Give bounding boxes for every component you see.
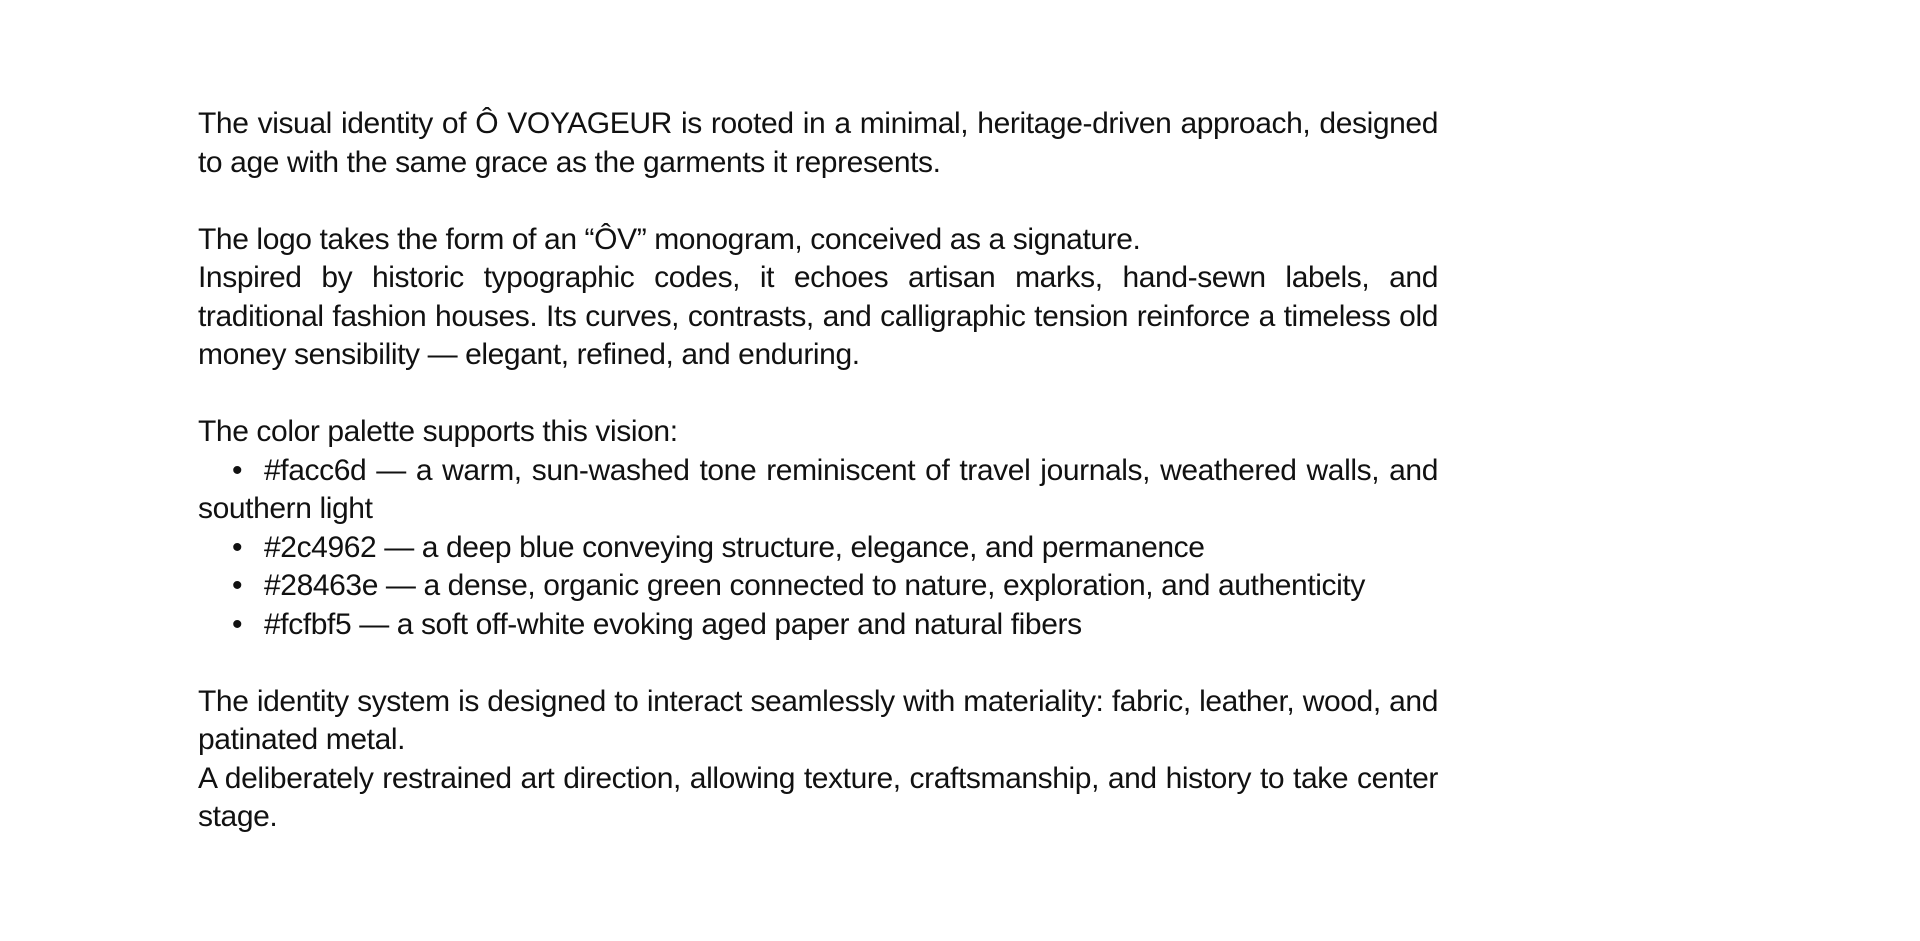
palette-heading: The color palette supports this vision: — [198, 415, 678, 448]
palette-item-text: #fcfbf5 — a soft off-white evoking aged paper and natural fibers — [264, 607, 1082, 641]
paragraph-gap — [198, 644, 1438, 683]
logo-description-paragraph: Inspired by historic typographic codes, it echoes artisan marks, hand-sewn labels, and traditional fashion houses. Its curves, contrasts, and calligraphic tension reinforce a timeless old money sensibility — elegant, refined, and enduring. — [198, 261, 1438, 371]
palette-item-facc6d — [198, 452, 1438, 529]
paragraph-gap — [198, 182, 1438, 221]
intro-paragraph: The visual identity of Ô VOYAGEUR is rooted in a minimal, heritage-driven approach, designed to age with the same grace as the garments it represents. — [198, 107, 1438, 179]
bullet-icon: • — [232, 530, 243, 564]
color-palette-list — [198, 452, 1438, 645]
palette-item-text: #2c4962 — a deep blue conveying structure, elegance, and permanence — [264, 530, 1205, 564]
palette-item-text: #facc6d — a warm, sun-washed tone reminiscent of travel journals, weathered walls, and southern light — [198, 453, 1438, 525]
palette-item-28463e — [198, 567, 1438, 606]
logo-intro-line: The logo takes the form of an “ÔV” monogram, conceived as a signature. — [198, 222, 1141, 256]
palette-item-2c4962 — [198, 529, 1438, 568]
art-direction-paragraph: A deliberately restrained art direction, allowing texture, craftsmanship, and history to take center stage. — [198, 761, 1438, 833]
palette-item-fcfbf5 — [198, 606, 1438, 645]
bullet-icon: • — [232, 607, 243, 641]
bullet-icon: • — [232, 453, 243, 487]
palette-item-text: #28463e — a dense, organic green connected to nature, exploration, and authenticity — [264, 569, 1365, 602]
materiality-paragraph: The identity system is designed to interact seamlessly with materiality: fabric, leather, wood, and patinated metal. — [198, 684, 1438, 756]
identity-text-block — [198, 105, 1438, 837]
bullet-icon: • — [232, 569, 243, 602]
paragraph-gap — [198, 375, 1438, 414]
